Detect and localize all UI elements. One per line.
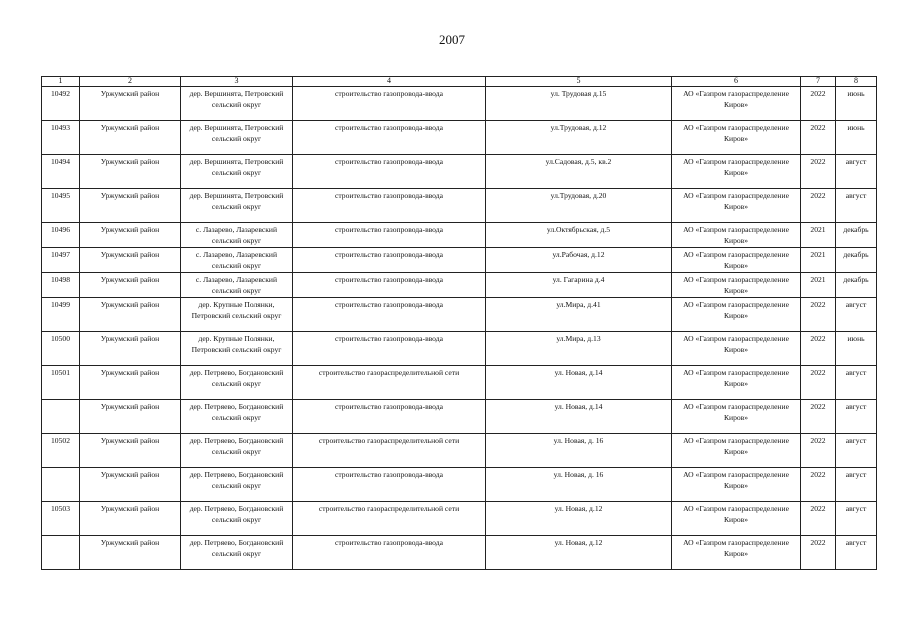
locality-cell: дер. Петряево, Богдановский сельский округ (181, 502, 293, 536)
row-number-cell (42, 400, 80, 434)
col-header-4: 4 (293, 77, 486, 87)
district-cell: Уржумский район (80, 400, 181, 434)
row-number-cell: 10496 (42, 223, 80, 248)
locality-cell: дер. Петряево, Богдановский сельский округ (181, 366, 293, 400)
month-cell: август (836, 434, 877, 468)
gasification-table (41, 76, 877, 570)
year-cell: 2022 (801, 298, 836, 332)
organization-cell: АО «Газпром газораспределение Киров» (672, 155, 801, 189)
table-row (42, 223, 877, 248)
row-number-cell: 10497 (42, 248, 80, 273)
month-cell: август (836, 400, 877, 434)
address-cell: ул.Трудовая, д.12 (486, 121, 672, 155)
col-header-5: 5 (486, 77, 672, 87)
col-header-3: 3 (181, 77, 293, 87)
row-number-cell: 10495 (42, 189, 80, 223)
work-type-cell: строительство газопровода-ввода (293, 121, 486, 155)
organization-cell: АО «Газпром газораспределение Киров» (672, 468, 801, 502)
table-row (42, 155, 877, 189)
address-cell: ул.Садовая, д.5, кв.2 (486, 155, 672, 189)
organization-cell: АО «Газпром газораспределение Киров» (672, 189, 801, 223)
locality-cell: дер. Вершинята, Петровский сельский округ (181, 121, 293, 155)
table-row (42, 87, 877, 121)
table-row (42, 502, 877, 536)
row-number-cell: 10502 (42, 434, 80, 468)
district-cell: Уржумский район (80, 248, 181, 273)
year-cell: 2022 (801, 366, 836, 400)
district-cell: Уржумский район (80, 434, 181, 468)
month-cell: декабрь (836, 273, 877, 298)
address-cell: ул. Новая, д. 16 (486, 468, 672, 502)
address-cell: ул. Трудовая д.15 (486, 87, 672, 121)
month-cell: август (836, 366, 877, 400)
work-type-cell: строительство газопровода-ввода (293, 536, 486, 570)
year-cell: 2022 (801, 400, 836, 434)
row-number-cell: 10499 (42, 298, 80, 332)
work-type-cell: строительство газопровода-ввода (293, 332, 486, 366)
col-header-7: 7 (801, 77, 836, 87)
work-type-cell: строительство газопровода-ввода (293, 223, 486, 248)
address-cell: ул. Новая, д.12 (486, 502, 672, 536)
organization-cell: АО «Газпром газораспределение Киров» (672, 434, 801, 468)
table-row (42, 273, 877, 298)
district-cell: Уржумский район (80, 366, 181, 400)
organization-cell: АО «Газпром газораспределение Киров» (672, 273, 801, 298)
year-cell: 2022 (801, 189, 836, 223)
work-type-cell: строительство газопровода-ввода (293, 155, 486, 189)
address-cell: ул.Мира, д.13 (486, 332, 672, 366)
work-type-cell: строительство газопровода-ввода (293, 87, 486, 121)
address-cell: ул. Новая, д. 16 (486, 434, 672, 468)
month-cell: август (836, 189, 877, 223)
locality-cell: дер. Петряево, Богдановский сельский округ (181, 400, 293, 434)
table-row (42, 400, 877, 434)
table-row (42, 536, 877, 570)
locality-cell: дер. Крупные Полянки, Петровский сельский округ (181, 298, 293, 332)
district-cell: Уржумский район (80, 502, 181, 536)
address-cell: ул.Мира, д.41 (486, 298, 672, 332)
table-row (42, 332, 877, 366)
year-cell: 2022 (801, 87, 836, 121)
month-cell: декабрь (836, 223, 877, 248)
work-type-cell: строительство газопровода-ввода (293, 298, 486, 332)
address-cell: ул.Трудовая, д.20 (486, 189, 672, 223)
year-cell: 2021 (801, 223, 836, 248)
table-row (42, 298, 877, 332)
address-cell: ул. Гагарина д.4 (486, 273, 672, 298)
year-cell: 2021 (801, 248, 836, 273)
year-cell: 2022 (801, 121, 836, 155)
year-cell: 2022 (801, 536, 836, 570)
row-number-cell (42, 536, 80, 570)
month-cell: август (836, 468, 877, 502)
row-number-cell: 10494 (42, 155, 80, 189)
district-cell: Уржумский район (80, 273, 181, 298)
district-cell: Уржумский район (80, 332, 181, 366)
district-cell: Уржумский район (80, 121, 181, 155)
col-header-1: 1 (42, 77, 80, 87)
page-number: 2007 (439, 32, 465, 47)
organization-cell: АО «Газпром газораспределение Киров» (672, 400, 801, 434)
col-header-2: 2 (80, 77, 181, 87)
organization-cell: АО «Газпром газораспределение Киров» (672, 366, 801, 400)
address-cell: ул.Рабочая, д.12 (486, 248, 672, 273)
table-row (42, 248, 877, 273)
locality-cell: дер. Вершинята, Петровский сельский округ (181, 155, 293, 189)
year-cell: 2021 (801, 273, 836, 298)
organization-cell: АО «Газпром газораспределение Киров» (672, 502, 801, 536)
organization-cell: АО «Газпром газораспределение Киров» (672, 332, 801, 366)
organization-cell: АО «Газпром газораспределение Киров» (672, 121, 801, 155)
work-type-cell: строительство газопровода-ввода (293, 248, 486, 273)
organization-cell: АО «Газпром газораспределение Киров» (672, 248, 801, 273)
year-cell: 2022 (801, 502, 836, 536)
district-cell: Уржумский район (80, 155, 181, 189)
work-type-cell: строительство газораспределительной сети (293, 366, 486, 400)
locality-cell: дер. Крупные Полянки, Петровский сельский округ (181, 332, 293, 366)
table-row (42, 189, 877, 223)
month-cell: июнь (836, 121, 877, 155)
month-cell: август (836, 502, 877, 536)
address-cell: ул.Октябрьская, д.5 (486, 223, 672, 248)
locality-cell: с. Лазарево, Лазаревский сельский округ (181, 223, 293, 248)
table-row (42, 366, 877, 400)
work-type-cell: строительство газопровода-ввода (293, 400, 486, 434)
month-cell: декабрь (836, 248, 877, 273)
district-cell: Уржумский район (80, 298, 181, 332)
organization-cell: АО «Газпром газораспределение Киров» (672, 536, 801, 570)
year-cell: 2022 (801, 332, 836, 366)
address-cell: ул. Новая, д.12 (486, 536, 672, 570)
district-cell: Уржумский район (80, 223, 181, 248)
table-row (42, 468, 877, 502)
row-number-cell: 10503 (42, 502, 80, 536)
work-type-cell: строительство газораспределительной сети (293, 434, 486, 468)
locality-cell: дер. Петряево, Богдановский сельский округ (181, 536, 293, 570)
work-type-cell: строительство газопровода-ввода (293, 273, 486, 298)
locality-cell: с. Лазарево, Лазаревский сельский округ (181, 273, 293, 298)
month-cell: август (836, 536, 877, 570)
work-type-cell: строительство газопровода-ввода (293, 189, 486, 223)
header-row (42, 77, 877, 87)
locality-cell: дер. Вершинята, Петровский сельский округ (181, 189, 293, 223)
year-cell: 2022 (801, 468, 836, 502)
col-header-6: 6 (672, 77, 801, 87)
month-cell: июнь (836, 332, 877, 366)
row-number-cell: 10500 (42, 332, 80, 366)
locality-cell: дер. Вершинята, Петровский сельский округ (181, 87, 293, 121)
address-cell: ул. Новая, д.14 (486, 400, 672, 434)
district-cell: Уржумский район (80, 536, 181, 570)
row-number-cell: 10492 (42, 87, 80, 121)
organization-cell: АО «Газпром газораспределение Киров» (672, 298, 801, 332)
district-cell: Уржумский район (80, 468, 181, 502)
month-cell: июнь (836, 87, 877, 121)
year-cell: 2022 (801, 155, 836, 189)
col-header-8: 8 (836, 77, 877, 87)
address-cell: ул. Новая, д.14 (486, 366, 672, 400)
table-row (42, 434, 877, 468)
district-cell: Уржумский район (80, 189, 181, 223)
row-number-cell: 10493 (42, 121, 80, 155)
row-number-cell: 10498 (42, 273, 80, 298)
district-cell: Уржумский район (80, 87, 181, 121)
locality-cell: дер. Петряево, Богдановский сельский округ (181, 434, 293, 468)
work-type-cell: строительство газопровода-ввода (293, 468, 486, 502)
month-cell: август (836, 298, 877, 332)
row-number-cell: 10501 (42, 366, 80, 400)
organization-cell: АО «Газпром газораспределение Киров» (672, 87, 801, 121)
organization-cell: АО «Газпром газораспределение Киров» (672, 223, 801, 248)
year-cell: 2022 (801, 434, 836, 468)
month-cell: август (836, 155, 877, 189)
locality-cell: дер. Петряево, Богдановский сельский округ (181, 468, 293, 502)
row-number-cell (42, 468, 80, 502)
locality-cell: с. Лазарево, Лазаревский сельский округ (181, 248, 293, 273)
table-row (42, 121, 877, 155)
work-type-cell: строительство газораспределительной сети (293, 502, 486, 536)
